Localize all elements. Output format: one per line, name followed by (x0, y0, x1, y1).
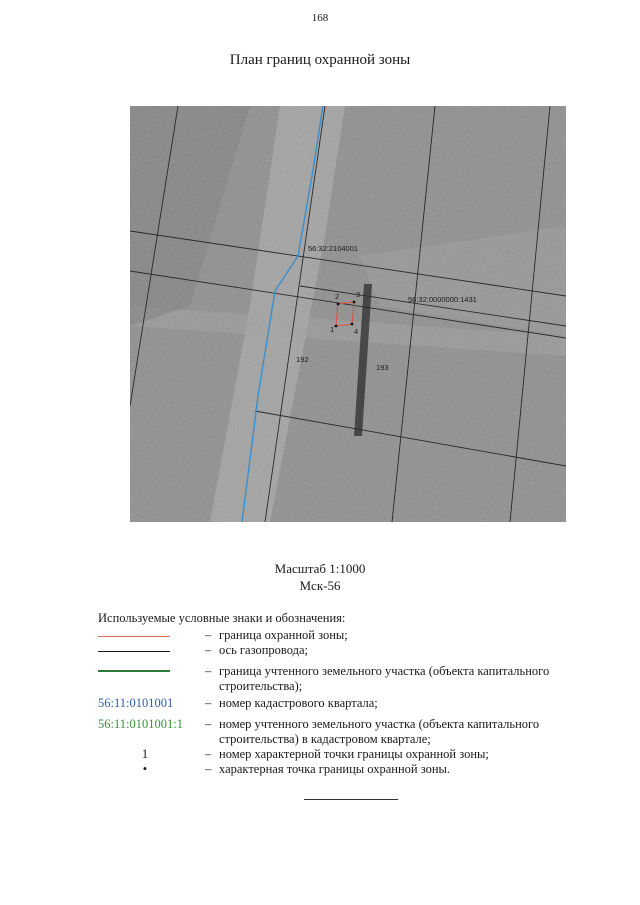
legend-desc: номер кадастрового квартала; (219, 696, 378, 710)
map-svg (130, 106, 566, 522)
parcel-label-193: 193 (376, 363, 389, 372)
crs-label: Мск-56 (299, 578, 341, 593)
legend-item-gas-pipeline (98, 643, 578, 658)
legend-item-parcel-number (98, 717, 578, 747)
aerial-map (130, 106, 566, 522)
legend-item-boundary-point (98, 762, 578, 777)
point-label-2: 2 (335, 292, 340, 301)
legend-desc: ось газопровода; (219, 643, 309, 657)
quarter-label-right: 56:32:0000000:1431 (408, 295, 477, 304)
black-line-symbol (98, 651, 170, 652)
legend-dash: – (205, 696, 212, 710)
page-number: 168 (311, 12, 329, 24)
legend-dash: – (205, 643, 212, 657)
parcel-label-192: 192 (296, 355, 309, 364)
scale-label: Масштаб 1:1000 (274, 561, 366, 576)
scale-block (0, 560, 640, 594)
legend-dash: – (205, 628, 212, 642)
legend-desc: номер учтенного земельного участка (объекта капитального строительства) в кадастровом квартале; (219, 717, 540, 746)
point-label-4: 4 (354, 327, 359, 336)
footer-divider (304, 799, 398, 800)
quarter-number-symbol: 56:11:0101001 (98, 696, 174, 710)
point-label-1: 1 (330, 325, 335, 334)
legend (98, 611, 578, 777)
legend-heading: Используемые условные знаки и обозначения: (98, 611, 346, 625)
legend-dash: – (205, 747, 212, 761)
legend-item-protection-zone (98, 628, 578, 643)
red-line-symbol (98, 636, 170, 637)
page-title: План границ охранной зоны (229, 52, 411, 68)
legend-item-quarter-number (98, 696, 578, 711)
quarter-label-top: 56:32:2104001 (308, 244, 359, 253)
legend-dash: – (205, 762, 212, 776)
legend-desc: номер характерной точки границы охранной зоны; (219, 747, 489, 761)
texture (130, 106, 566, 522)
legend-dash: – (205, 664, 212, 678)
legend-item-parcel-boundary (98, 664, 578, 694)
point-label-3: 3 (356, 290, 361, 299)
legend-desc: граница учтенного земельного участка (объекта капитального строительства); (219, 664, 550, 693)
parcel-number-symbol: 56:11:0101001:1 (98, 717, 183, 731)
legend-desc: характерная точка границы охранной зоны. (219, 762, 451, 776)
point-number-symbol: 1 (141, 747, 149, 761)
green-line-symbol (98, 670, 170, 672)
legend-dash: – (205, 717, 212, 731)
legend-desc: граница охранной зоны; (219, 628, 348, 642)
point-dot-symbol: • (142, 762, 148, 776)
legend-item-point-number (98, 747, 578, 762)
